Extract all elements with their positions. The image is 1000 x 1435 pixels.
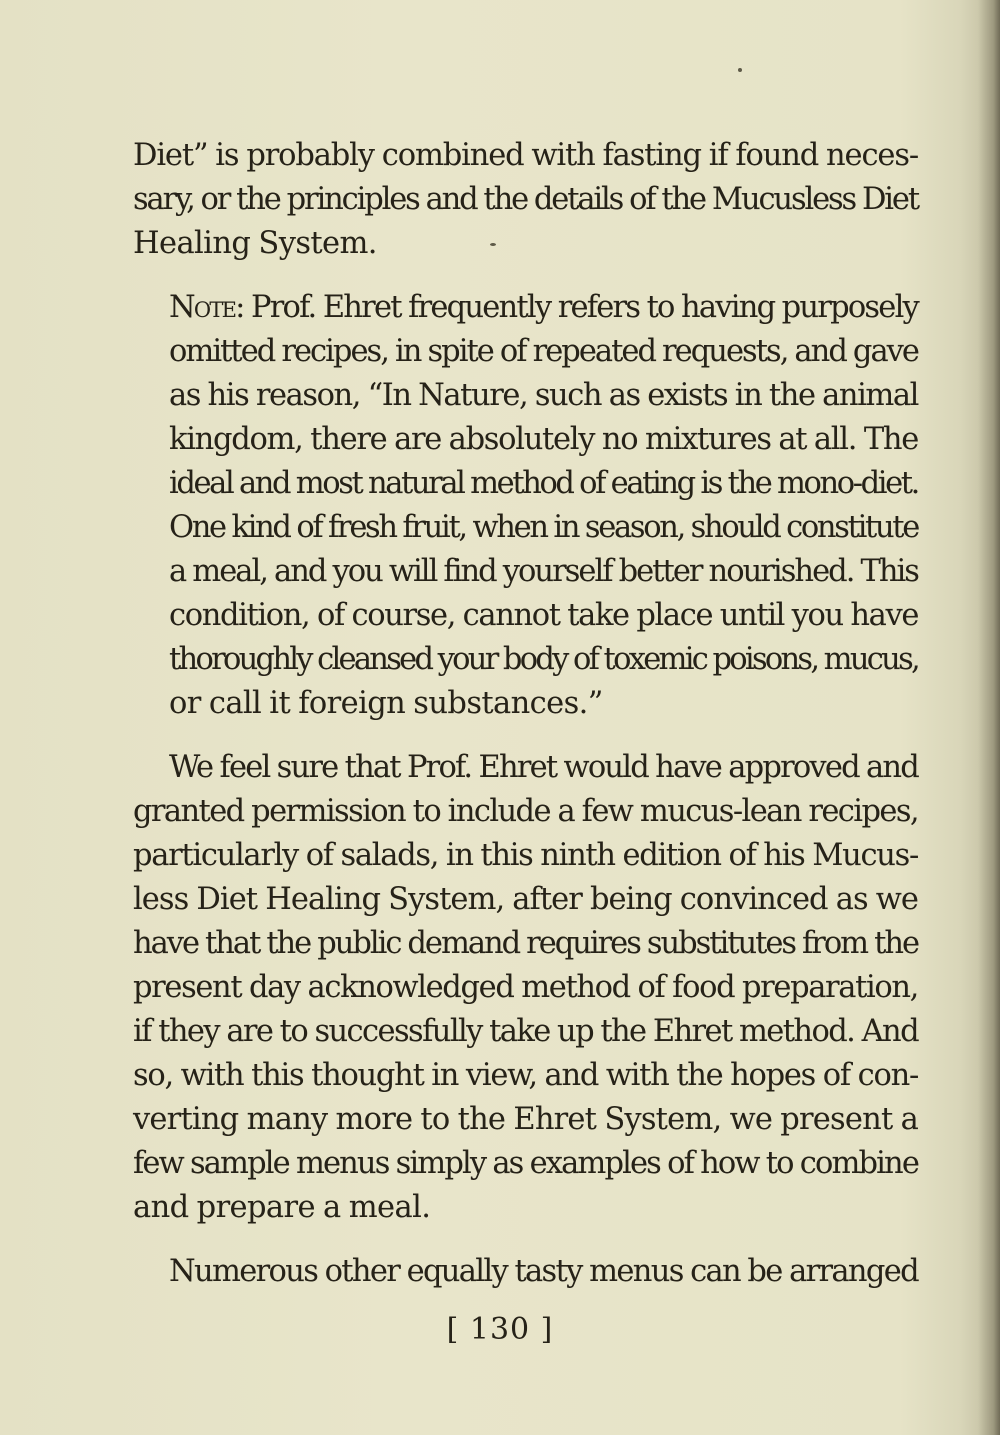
text-line: kingdom, there are absolutely no mixtures at all. The bbox=[169, 422, 918, 457]
text-line: ideal and most natural method of eating is the mono-diet. bbox=[169, 466, 918, 501]
text-line: as his reason, “In Nature, such as exists in the animal bbox=[169, 378, 918, 413]
text-line: We feel sure that Prof. Ehret would have approved and bbox=[169, 750, 918, 785]
text-line: thoroughly cleansed your body of toxemic poisons, mucus, bbox=[169, 642, 918, 677]
ink-speck bbox=[738, 68, 742, 72]
note-lead: Note bbox=[169, 290, 236, 325]
text-line: if they are to successfully take up the Ehret method. And bbox=[133, 1014, 918, 1049]
text-line: have that the public demand requires substitutes from the bbox=[133, 926, 918, 961]
text-line: particularly of salads, in this ninth edition of his Mucus- bbox=[133, 838, 918, 873]
page-number: [ 130 ] bbox=[446, 1312, 554, 1347]
text-line: few sample menus simply as examples of how to combine bbox=[133, 1146, 918, 1181]
text-line: less Diet Healing System, after being convinced as we bbox=[133, 882, 918, 917]
text-line: or call it foreign substances.” bbox=[169, 686, 603, 721]
paragraph-1 bbox=[133, 134, 918, 266]
text-line: Healing System. bbox=[133, 226, 377, 261]
text-line: Numerous other equally tasty menus can be arranged bbox=[169, 1254, 918, 1289]
text-line: Diet” is probably combined with fasting if found neces- bbox=[133, 138, 918, 173]
text-run: : Prof. Ehret frequently refers to having purposely bbox=[235, 290, 918, 325]
paragraph-note bbox=[133, 286, 918, 726]
paragraph-4 bbox=[133, 1250, 918, 1294]
text-line: verting many more to the Ehret System, we present a bbox=[133, 1102, 918, 1137]
text-line: present day acknowledged method of food preparation, bbox=[133, 970, 918, 1005]
text-line: sary, or the principles and the details of the Mucusless Diet bbox=[133, 182, 918, 217]
text-line: a meal, and you will find yourself better nourished. This bbox=[169, 554, 918, 589]
text-line: omitted recipes, in spite of repeated requests, and gave bbox=[169, 334, 918, 369]
page-gutter-shadow bbox=[978, 0, 1000, 1435]
text-line: so, with this thought in view, and with the hopes of con- bbox=[133, 1058, 918, 1093]
text-line: and prepare a meal. bbox=[133, 1190, 431, 1225]
body-text bbox=[133, 134, 918, 1314]
paragraph-3 bbox=[133, 746, 918, 1230]
text-line: granted permission to include a few mucus-lean recipes, bbox=[133, 794, 918, 829]
text-line: One kind of fresh fruit, when in season, should constitute bbox=[169, 510, 918, 545]
text-line: condition, of course, cannot take place until you have bbox=[169, 598, 918, 633]
text-line bbox=[133, 286, 918, 330]
